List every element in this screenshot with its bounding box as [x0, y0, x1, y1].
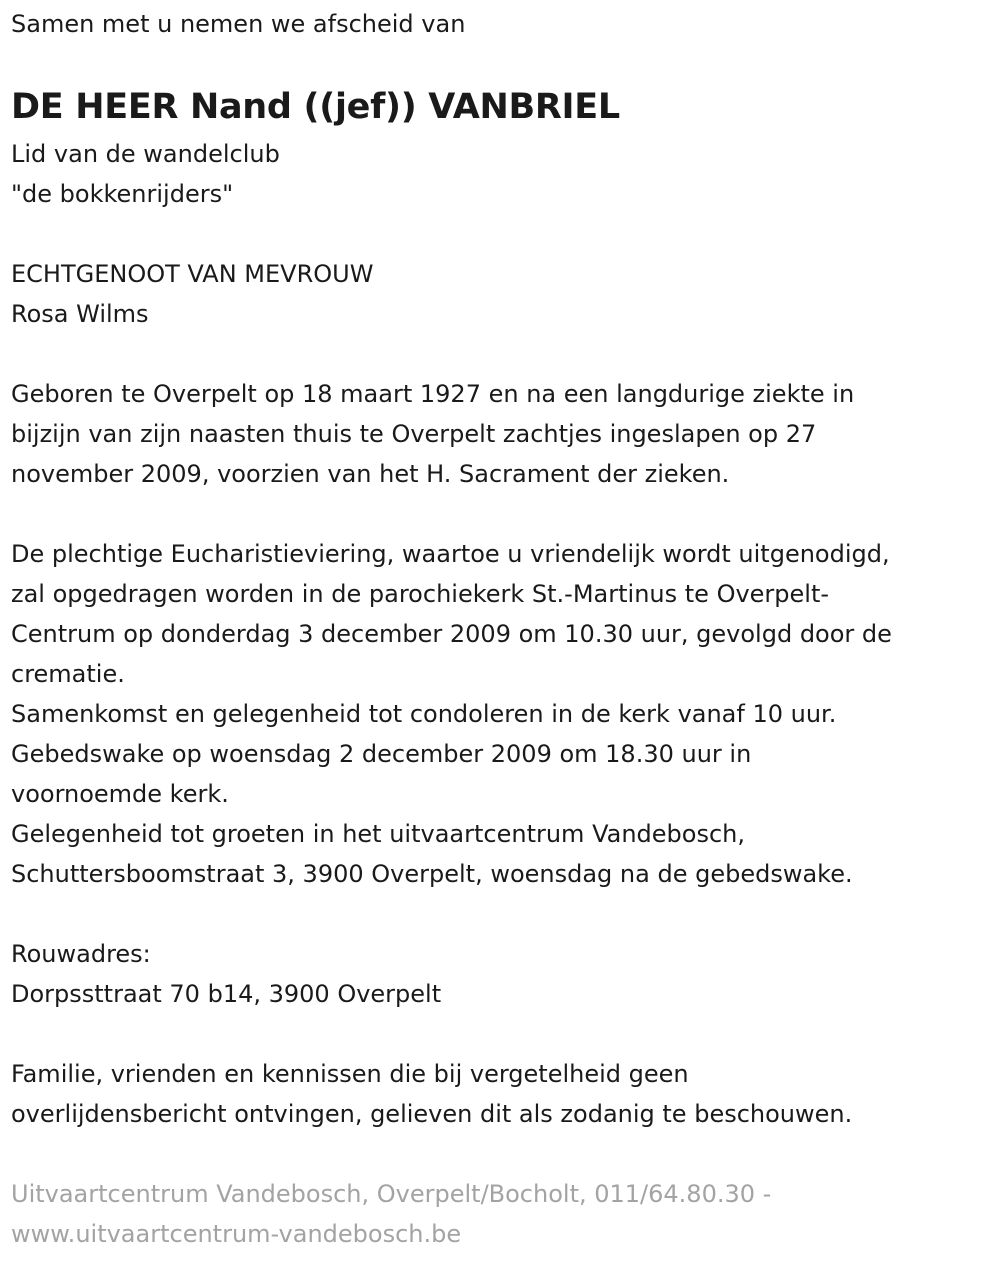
paragraph-line: Samenkomst en gelegenheid tot condoleren in de kerk vanaf 10 uur.: [11, 700, 837, 728]
paragraph-line: Gebedswake op woensdag 2 december 2009 om 18.30 uur in: [11, 740, 752, 768]
funeral-home-contact: Uitvaartcentrum Vandebosch, Overpelt/Bocholt, 011/64.80.30 -: [11, 1180, 772, 1208]
deceased-name: DE HEER Nand ((jef)) VANBRIEL: [11, 87, 620, 127]
paragraph-line: Gelegenheid tot groeten in het uitvaartcentrum Vandebosch,: [11, 820, 745, 848]
spouse-label: ECHTGENOOT VAN MEVROUW: [11, 260, 374, 288]
mourning-address-section: [11, 934, 441, 1014]
paragraph-line: bijzijn van zijn naasten thuis te Overpelt zachtjes ingeslapen op 27: [11, 420, 817, 448]
spouse-name: Rosa Wilms: [11, 300, 149, 328]
funeral-home-footer: [11, 1174, 771, 1254]
mourning-address-label: Rouwadres:: [11, 940, 151, 968]
paragraph-line: Centrum op donderdag 3 december 2009 om 10.30 uur, gevolgd door de: [11, 620, 892, 648]
club-line: Lid van de wandelclub: [11, 140, 280, 168]
paragraph-line: zal opgedragen worden in de parochiekerk St.-Martinus te Overpelt-: [11, 580, 830, 608]
paragraph-line: overlijdensbericht ontvingen, gelieven dit als zodanig te beschouwen.: [11, 1100, 853, 1128]
paragraph-line: crematie.: [11, 660, 125, 688]
paragraph-line: De plechtige Eucharistieviering, waartoe u vriendelijk wordt uitgenodigd,: [11, 540, 890, 568]
club-membership: [11, 134, 280, 214]
birth-death-paragraph: [11, 374, 991, 494]
funeral-home-website: www.uitvaartcentrum-vandebosch.be: [11, 1220, 462, 1248]
club-name: "de bokkenrijders": [11, 180, 234, 208]
paragraph-line: november 2009, voorzien van het H. Sacrament der zieken.: [11, 460, 730, 488]
spouse-section: [11, 254, 373, 334]
paragraph-line: voornoemde kerk.: [11, 780, 229, 808]
mourning-address: Dorpssttraat 70 b14, 3900 Overpelt: [11, 980, 442, 1008]
paragraph-line: Geboren te Overpelt op 18 maart 1927 en na een langdurige ziekte in: [11, 380, 855, 408]
family-notice: [11, 1054, 991, 1134]
paragraph-line: Schuttersboomstraat 3, 3900 Overpelt, woensdag na de gebedswake.: [11, 860, 853, 888]
intro-text: Samen met u nemen we afscheid van: [11, 10, 466, 38]
ceremony-paragraph: [11, 534, 991, 894]
paragraph-line: Familie, vrienden en kennissen die bij vergetelheid geen: [11, 1060, 689, 1088]
